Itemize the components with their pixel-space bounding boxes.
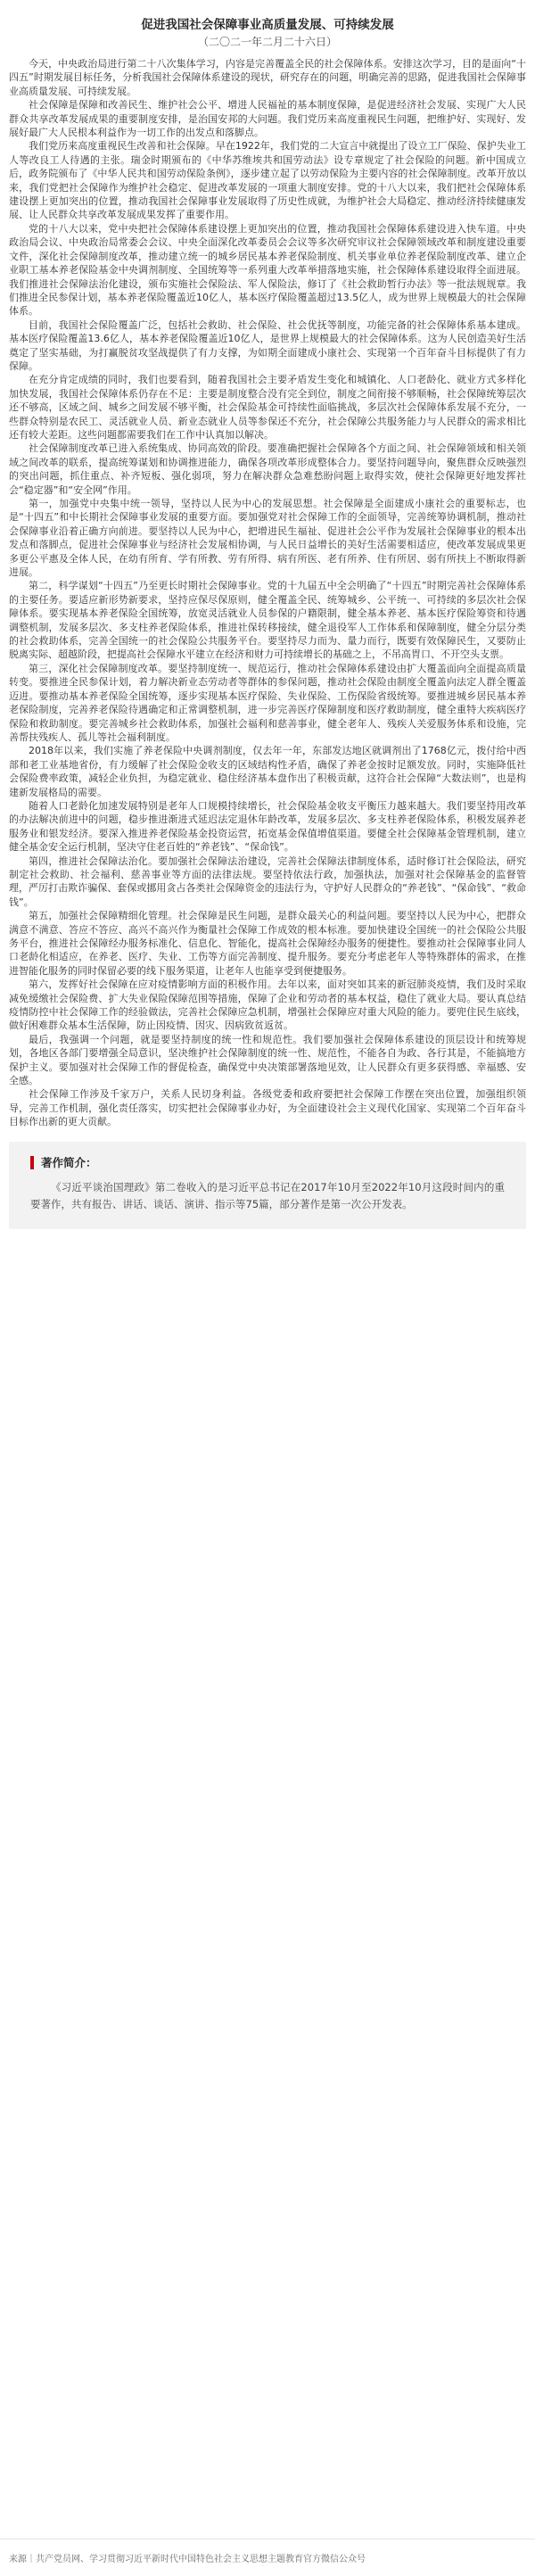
article-paragraph: 社会保障工作涉及千家万户，关系人民切身利益。各级党委和政府要把社会保障工作摆在突出位置，加强组织领导，完善工作机制，强化责任落实，切实把社会保障事业办好，为全面建设社会主义现代化国家、实现第二个百年奋斗目标作出新的更大贡献。 <box>9 1088 526 1128</box>
source-footer: 来源｜共产党员网、学习贯彻习近平新时代中国特色社会主义思想主题教育官方微信公众号 <box>0 2539 535 2576</box>
book-intro-heading-text: 著作简介： <box>41 1155 97 1169</box>
article-paragraph: 今天，中央政治局进行第二十八次集体学习，内容是完善覆盖全民的社会保障体系。安排这次学习，目的是面向“十四五”时期发展目标任务，分析我国社会保障体系建设的现状，研究存在的问题，明确完善的思路，促进我国社会保障事业高质量发展、可持续发展。 <box>9 58 526 97</box>
book-intro-text: 《习近平谈治国理政》第二卷收入的是习近平总书记在2017年10月至2022年10月这段时间内的重要著作，共有报告、讲话、谈话、演讲、指示等75篇，部分著作是第一次公开发表。 <box>30 1180 505 1210</box>
article-body <box>9 57 526 1129</box>
article-paragraph: 第三，深化社会保障制度改革。要坚持制度统一、规范运行，推动社会保障体系建设由扩大覆盖面向全面提高质量转变。要推进全民参保计划，着力解决新业态劳动者等群体的参保问题，推动社会保险由制度全覆盖向法定人群全覆盖迈进。要推动基本养老保险全国统筹，逐步实现基本医疗保险、失业保险、工伤保险省级统筹。要推进城乡居民基本养老保险制度，完善养老保险待遇确定和正常调整机制，进一步完善医疗保障制度和医疗救助制度，健全重特大疾病医疗保险和救助制度。要完善城乡社会救助体系，加强社会福利和慈善事业，健全老年人、残疾人关爱服务体系和设施，完善帮扶残疾人、孤儿等社会福利制度。 <box>9 662 526 743</box>
article-paragraph: 社会保障是保障和改善民生、维护社会公平、增进人民福祉的基本制度保障，是促进经济社会发展、实现广大人民群众共享改革发展成果的重要制度安排，是治国安邦的大问题。我们党历来高度重视民生问题，把维护好、实现好、发展好最广大人民根本利益作为一切工作的出发点和落脚点。 <box>9 99 526 139</box>
article-paragraph: 第一，加强党中央集中统一领导，坚持以人民为中心的发展思想。社会保障是全面建成小康社会的重要标志，也是“十四五”和中长期社会保障事业发展的重要方面。要加强党对社会保障工作的全面领导，完善统筹协调机制，推动社会保障事业沿着正确方向前进。要坚持以人民为中心，把增进民生福祉、促进社会公平作为发展社会保障事业的根本出发点和落脚点，促进社会保障事业与经济社会发展相协调，与人民日益增长的美好生活需要相适应，使改革发展成果更多更公平惠及全体人民，在幼有所育、学有所教、劳有所得、病有所医、老有所养、住有所居、弱有所扶上不断取得新进展。 <box>9 498 526 579</box>
article-paragraph: 第二，科学谋划“十四五”乃至更长时期社会保障事业。党的十九届五中全会明确了“十四五”时期完善社会保障体系的主要任务。要适应新形势新要求，坚持应保尽保原则，健全覆盖全民、统筹城乡、公平统一、可持续的多层次社会保障体系。要实现基本养老保险全国统筹，放宽灵活就业人员参保的户籍限制，健全基本养老、基本医疗保险筹资和待遇调整机制，发展多层次、多支柱养老保险体系，推进社保转移接续，健全退役军人工作体系和保障制度，健全分层分类的社会救助体系，完善全国统一的社会保险公共服务平台。要坚持尽力而为、量力而行，既要有效保障民生，又要防止脱离实际、超越阶段，把提高社会保障水平建立在经济和财力可持续增长的基础之上，不吊高胃口、不开空头支票。 <box>9 580 526 661</box>
accent-bar-icon <box>30 1156 34 1169</box>
article-paragraph: 社会保障制度改革已进入系统集成、协同高效的阶段。要准确把握社会保障各个方面之间、社会保障领域和相关领域之间改革的联系，提高统筹谋划和协调推进能力，确保各项改革形成整体合力。要坚持问题导向，聚焦群众反映强烈的突出问题，抓住重点、补齐短板、强化弱项，努力在解决群众急难愁盼问题上取得实效，使社会保障更好地发挥社会“稳定器”和“安全网”作用。 <box>9 442 526 496</box>
article-paragraph: 第五，加强社会保障精细化管理。社会保障是民生问题，是群众最关心的利益问题。要坚持以人民为中心，把群众满意不满意、答应不答应、高兴不高兴作为衡量社会保障工作成效的根本标准。要加快建设全国统一的社会保险公共服务平台，推进社会保障经办服务标准化、信息化、智能化，提高社会保障经办服务的便捷性。要推动社会保障事业同人口老龄化相适应，在养老、医疗、失业、工伤等方面完善制度、提升服务。要充分考虑老年人等特殊群体的需求，在推进智能化服务的同时保留必要的线下服务渠道，让老年人也能享受到便捷服务。 <box>9 910 526 977</box>
article-paragraph: 第四，推进社会保障法治化。要加强社会保障法治建设，完善社会保障法律制度体系，适时修订社会保险法，研究制定社会救助、社会福利、慈善事业等方面的法律法规。要坚持依法行政，加强执法，加强对社会保障基金的监督管理，严厉打击欺诈骗保、套保或挪用贪占各类社会保障资金的违法行为，守护好人民群众的“养老钱”、“保命钱”、“救命钱”。 <box>9 855 526 908</box>
article-paragraph: 2018年以来，我们实施了养老保险中央调剂制度，仅去年一年，东部发达地区就调剂出了1768亿元，拨付给中西部和老工业基地省份，有力缓解了社会保险金收支的区域结构性矛盾，确保了养老金按时足额发放。同时，实施降低社会保险费率政策，减轻企业负担，为稳定就业、稳住经济基本盘作出了积极贡献，这符合社会保障“大数法则”，也是构建新发展格局的需要。 <box>9 745 526 798</box>
article-paragraph: 在充分肯定成绩的同时，我们也要看到，随着我国社会主要矛盾发生变化和城镇化、人口老龄化、就业方式多样化加快发展，我国社会保障体系仍存在不足：主要是制度整合没有完全到位，制度之间衔接不够顺畅，社会保障统筹层次还不够高，区域之间、城乡之间发展不够平衡，社会保险基金可持续性面临挑战，多层次社会保障体系发展不充分，一些群众特别是农民工、灵活就业人员、新业态就业人员等参保还不充分，社会保障公共服务能力与人民群众的需求相比还有较大差距。这些问题都需要我们在工作中认真加以解决。 <box>9 374 526 441</box>
article-paragraph: 我们党历来高度重视民生改善和社会保障。早在1922年，我们党的二大宣言中就提出了设立工厂保险、保护失业工人等改良工人待遇的主张。瑞金时期颁布的《中华苏维埃共和国劳动法》设专章规定了社会保险的问题。新中国成立后，政务院颁布了《中华人民共和国劳动保险条例》，逐步建立起了以劳动保险为主要内容的社会保障制度。改革开放以来，我们党把社会保障作为维护社会稳定、促进改革发展的一项重大制度安排。党的十八大以来，我们把社会保障体系建设摆上更加突出的位置，推动我国社会保障事业发展取得了历史性成就，为维护社会大局稳定、推动经济持续健康发展、让人民群众共享改革发展成果发挥了重要作用。 <box>9 140 526 221</box>
book-intro-box <box>9 1142 526 1229</box>
article-paragraph: 第六，发挥好社会保障在应对疫情影响方面的积极作用。去年以来，面对突如其来的新冠肺炎疫情，我们及时采取减免缓缴社会保险费、扩大失业保险保障范围等措施，保障了企业和劳动者的基本权益，稳住了就业大局。要认真总结疫情防控中社会保障工作的经验做法，完善社会保障应急机制，增强社会保障应对重大风险的能力。要兜住民生底线，做好困难群众基本生活保障，防止因疫情、因灾、因病致贫返贫。 <box>9 978 526 1032</box>
article-paragraph: 党的十八大以来，党中央把社会保障体系建设摆上更加突出的位置，推动我国社会保障体系建设进入快车道。中央政治局会议、中央政治局常委会会议、中央全面深化改革委员会会议等多次研究审议社会保障领域改革和制度建设重要文件，深化社会保障制度改革，推动建立统一的城乡居民基本养老保险制度、机关事业单位养老保险制度改革、建立企业职工基本养老保险基金中央调剂制度、全国统筹等一系列重大改革举措落地实施，社会保障体系建设取得全面进展。我们推进社会保障法治化建设，颁布实施社会保险法、军人保险法，修订了《社会救助暂行办法》等一批法规规章。我们推进全民参保计划，基本养老保险覆盖近10亿人，基本医疗保险覆盖超过13.5亿人，成为世界上规模最大的社会保障体系。 <box>9 222 526 318</box>
article-title: 促进我国社会保障事业高质量发展、可持续发展 <box>141 18 394 32</box>
article-paragraph: 目前，我国社会保险覆盖广泛，包括社会救助、社会保险、社会优抚等制度，功能完备的社会保障体系基本建成。基本医疗保险覆盖13.6亿人，基本养老保险覆盖近10亿人，是世界上规模最大的社会保障体系。这为人民创造美好生活奠定了坚实基础，为打赢脱贫攻坚战提供了有力支撑，为如期全面建成小康社会、实现第一个百年奋斗目标提供了有力保障。 <box>9 318 526 372</box>
article-date: （二〇二一年二月二十六日） <box>197 36 337 48</box>
book-intro-heading <box>30 1154 505 1172</box>
article-paragraph: 最后，我强调一个问题，就是要坚持制度的统一性和规范性。我们要加强社会保障体系建设的顶层设计和统筹规划，各地区各部门要增强全局意识，坚决维护社会保障制度的统一性、规范性，不能各自为政、各行其是，不能搞地方保护主义。要加强对社会保障工作的督促检查，确保党中央决策部署落地见效，让人民群众有更多获得感、幸福感、安全感。 <box>9 1033 526 1087</box>
article-paragraph: 随着人口老龄化加速发展特别是老年人口规模持续增长，社会保险基金收支平衡压力越来越大。我们要坚持用改革的办法解决前进中的问题，稳步推进渐进式延迟法定退休年龄改革，发展多层次、多支柱养老保险体系，积极发展养老服务业和银发经济。要深入推进养老保险基金投资运营，拓宽基金保值增值渠道。要健全社会保障基金管理机制，建立健全基金安全运行机制，坚决守住老百姓的“养老钱”、“保命钱”。 <box>9 799 526 854</box>
